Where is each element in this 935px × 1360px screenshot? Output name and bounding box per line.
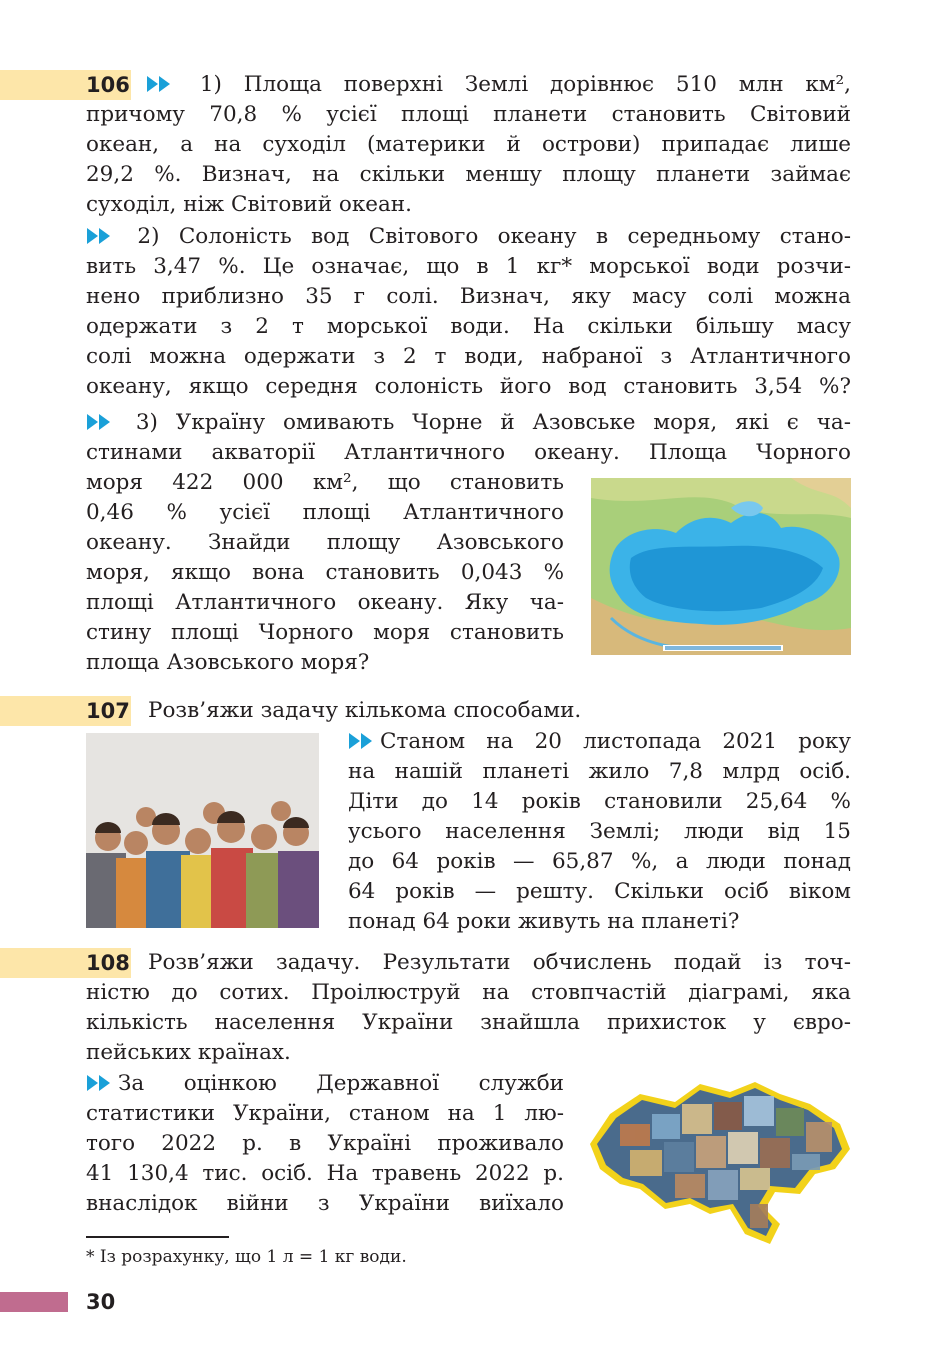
task-107-line: до 64 років — 65,87 %, а люди понад: [348, 849, 851, 874]
task-106-line: нено приблизно 35 г солі. Визнач, яку масу солі можна: [86, 284, 851, 309]
task-107-line: понад 64 роки живуть на планеті?: [348, 909, 740, 934]
black-sea-map-image: [591, 478, 851, 655]
task-106-line: 1) Площа поверхні Землі дорівнює 510 млн км²,: [146, 70, 851, 100]
task-106-line: океан, а на суходіл (материки й острови) припадає лише: [86, 132, 851, 157]
ukraine-collage-map: [580, 1074, 855, 1250]
task-106-line: 3) Україну омивають Чорне й Азовське моря, які є ча-: [86, 408, 851, 438]
task-number-108: 108: [86, 951, 130, 975]
task-106-line: 29,2 %. Визнач, на скільки меншу площу планети займає: [86, 162, 851, 187]
task-106-line: стинами акваторії Атлантичного океану. Площа Чорного: [86, 440, 851, 465]
task-107-line: Станом на 20 листопада 2021 року: [348, 727, 851, 757]
task-108-line: ністю до сотих. Проілюструй на стовпчастій діаграмі, яка: [86, 980, 851, 1005]
task-107-line: Діти до 14 років становили 25,64 %: [348, 789, 851, 814]
task-106-line: стину площі Чорного моря становить: [86, 620, 564, 645]
people-group-photo: [86, 733, 319, 928]
task-106-line: суходіл, ніж Світовий океан.: [86, 192, 412, 217]
double-arrow-icon: [86, 413, 112, 431]
task-106-line: одержати з 2 т морської води. На скільки більшу масу: [86, 314, 851, 339]
task-106-line: вить 3,47 %. Це означає, що в 1 кг* морської води розчи-: [86, 254, 851, 279]
task-106-line: океану. Знайди площу Азовського: [86, 530, 564, 555]
task-108-line: Розв’яжи задачу. Результати обчислень подай із точ-: [148, 950, 851, 975]
task-108-line: За оцінкою Державної служби: [86, 1069, 564, 1099]
task-106-line: 0,46 % усієї площі Атлантичного: [86, 500, 564, 525]
task-106-line: площа Азовського моря?: [86, 650, 370, 675]
page-number-bar: [0, 1292, 68, 1312]
task-106-line: 2) Солоність вод Світового океану в середньому стано-: [86, 222, 851, 252]
task-107-line: 64 років — решту. Скільки осіб віком: [348, 879, 851, 904]
task-108-line: статистики України, станом на 1 лю-: [86, 1101, 564, 1126]
double-arrow-icon: [86, 1074, 112, 1092]
task-number-107: 107: [86, 699, 130, 723]
task-106-line: океану, якщо середня солоність його вод становить 3,54 %?: [86, 374, 851, 399]
task-108-line: пейських країнах.: [86, 1040, 291, 1065]
double-arrow-icon: [86, 227, 112, 245]
task-106-line: площі Атлантичного океану. Яку ча-: [86, 590, 564, 615]
task-108-line: того 2022 р. в Україні проживало: [86, 1131, 564, 1156]
footnote: * Із розрахунку, що 1 л = 1 кг води.: [86, 1247, 407, 1267]
double-arrow-icon: [146, 75, 172, 93]
double-arrow-icon: [348, 732, 374, 750]
task-106-line: причому 70,8 % усієї площі планети становить Світовий: [86, 102, 851, 127]
footnote-rule: [86, 1236, 229, 1238]
task-108-line: 41 130,4 тис. осіб. На травень 2022 р.: [86, 1161, 564, 1186]
task-107-line: на нашій планеті жило 7,8 млрд осіб.: [348, 759, 851, 784]
task-108-line: внаслідок війни з України виїхало: [86, 1191, 564, 1216]
task-108-line: кількість населення України знайшла прихисток у євро-: [86, 1010, 851, 1035]
task-107-line: Розв’яжи задачу кількома способами.: [148, 698, 582, 723]
page-number: 30: [86, 1290, 116, 1314]
task-number-106: 106: [86, 73, 130, 97]
task-106-line: моря, якщо вона становить 0,043 %: [86, 560, 564, 585]
task-106-line: солі можна одержати з 2 т води, набраної з Атлантичного: [86, 344, 851, 369]
task-107-line: усього населення Землі; люди від 15: [348, 819, 851, 844]
task-106-line: моря 422 000 км², що становить: [86, 470, 564, 495]
